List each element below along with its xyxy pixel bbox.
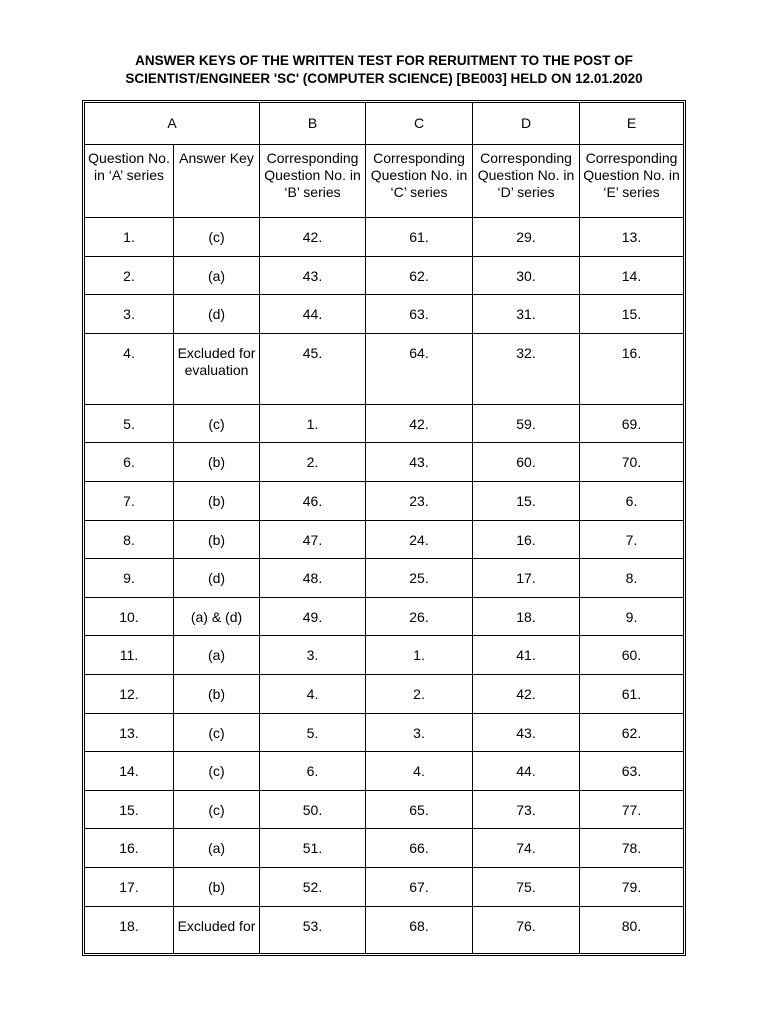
answer-key-cell: (b) (174, 675, 260, 714)
question-no-a-cell: 12. (85, 675, 174, 714)
question-no-c-cell: 67. (366, 868, 473, 907)
table-row (85, 636, 683, 675)
question-no-c-cell: 66. (366, 829, 473, 868)
question-no-e-cell: 63. (580, 752, 683, 791)
question-no-a-cell: 4. (85, 334, 174, 405)
table-row (85, 257, 683, 296)
question-no-d-cell: 43. (473, 714, 580, 753)
table-row (85, 218, 683, 257)
question-no-c-cell: 64. (366, 334, 473, 405)
question-no-b-cell: 1. (260, 405, 366, 444)
question-no-c-cell: 23. (366, 482, 473, 521)
column-header-answer-key: Answer Key (174, 145, 260, 218)
question-no-e-cell: 69. (580, 405, 683, 444)
series-header-b: B (260, 103, 366, 145)
question-no-c-cell: 68. (366, 907, 473, 953)
question-no-e-cell: 79. (580, 868, 683, 907)
question-no-e-cell: 60. (580, 636, 683, 675)
column-header-question-c: Corresponding Question No. in ‘C’ series (366, 145, 473, 218)
question-no-b-cell: 5. (260, 714, 366, 753)
table-row (85, 334, 683, 405)
question-no-b-cell: 6. (260, 752, 366, 791)
answer-key-cell: (c) (174, 218, 260, 257)
answer-key-cell: (a) (174, 829, 260, 868)
question-no-c-cell: 24. (366, 521, 473, 560)
question-no-c-cell: 4. (366, 752, 473, 791)
table-row (85, 752, 683, 791)
series-header-e: E (580, 103, 683, 145)
title-line-1: ANSWER KEYS OF THE WRITTEN TEST FOR RERUITMENT TO THE POST OF (135, 53, 633, 68)
question-no-a-cell: 15. (85, 791, 174, 830)
table-row (85, 791, 683, 830)
question-no-d-cell: 31. (473, 295, 580, 334)
question-no-d-cell: 41. (473, 636, 580, 675)
question-no-e-cell: 62. (580, 714, 683, 753)
answer-key-cell: (a) & (d) (174, 598, 260, 637)
question-no-a-cell: 14. (85, 752, 174, 791)
question-no-d-cell: 18. (473, 598, 580, 637)
question-no-c-cell: 61. (366, 218, 473, 257)
question-no-b-cell: 2. (260, 443, 366, 482)
question-no-a-cell: 7. (85, 482, 174, 521)
question-no-e-cell: 61. (580, 675, 683, 714)
question-no-b-cell: 43. (260, 257, 366, 296)
table-row (85, 829, 683, 868)
question-no-e-cell: 70. (580, 443, 683, 482)
question-no-b-cell: 50. (260, 791, 366, 830)
question-no-a-cell: 3. (85, 295, 174, 334)
answer-key-table (82, 100, 686, 956)
table-row (85, 714, 683, 753)
question-no-c-cell: 3. (366, 714, 473, 753)
title-line-2: SCIENTIST/ENGINEER 'SC' (COMPUTER SCIENCE) [BE003] HELD ON 12.01.2020 (125, 71, 643, 86)
question-no-d-cell: 75. (473, 868, 580, 907)
answer-key-cell: (c) (174, 714, 260, 753)
question-no-b-cell: 53. (260, 907, 366, 953)
question-no-e-cell: 8. (580, 559, 683, 598)
answer-key-cell: (b) (174, 868, 260, 907)
answer-key-cell: (a) (174, 257, 260, 296)
table-row (85, 675, 683, 714)
question-no-e-cell: 16. (580, 334, 683, 405)
answer-key-cell: (b) (174, 482, 260, 521)
answer-key-cell: (a) (174, 636, 260, 675)
question-no-a-cell: 5. (85, 405, 174, 444)
question-no-e-cell: 15. (580, 295, 683, 334)
table-row (85, 868, 683, 907)
question-no-d-cell: 32. (473, 334, 580, 405)
question-no-b-cell: 49. (260, 598, 366, 637)
question-no-e-cell: 9. (580, 598, 683, 637)
question-no-d-cell: 59. (473, 405, 580, 444)
question-no-d-cell: 76. (473, 907, 580, 953)
question-no-a-cell: 17. (85, 868, 174, 907)
question-no-e-cell: 77. (580, 791, 683, 830)
question-no-d-cell: 29. (473, 218, 580, 257)
table-row (85, 405, 683, 444)
column-header-row (85, 145, 683, 218)
question-no-d-cell: 15. (473, 482, 580, 521)
table-row (85, 521, 683, 560)
question-no-b-cell: 46. (260, 482, 366, 521)
answer-key-cell: (b) (174, 443, 260, 482)
table-row (85, 443, 683, 482)
answer-key-cell: (d) (174, 295, 260, 334)
question-no-a-cell: 1. (85, 218, 174, 257)
question-no-d-cell: 60. (473, 443, 580, 482)
column-header-question-d: Corresponding Question No. in ‘D’ series (473, 145, 580, 218)
question-no-c-cell: 1. (366, 636, 473, 675)
question-no-c-cell: 62. (366, 257, 473, 296)
series-header-a: A (85, 103, 260, 145)
question-no-b-cell: 52. (260, 868, 366, 907)
question-no-d-cell: 16. (473, 521, 580, 560)
question-no-d-cell: 30. (473, 257, 580, 296)
question-no-c-cell: 43. (366, 443, 473, 482)
answer-key-cell: Excluded for (174, 907, 260, 953)
question-no-b-cell: 44. (260, 295, 366, 334)
question-no-a-cell: 11. (85, 636, 174, 675)
question-no-b-cell: 47. (260, 521, 366, 560)
question-no-a-cell: 18. (85, 907, 174, 953)
question-no-e-cell: 6. (580, 482, 683, 521)
question-no-e-cell: 7. (580, 521, 683, 560)
table-row (85, 295, 683, 334)
question-no-b-cell: 48. (260, 559, 366, 598)
question-no-a-cell: 16. (85, 829, 174, 868)
table-row (85, 482, 683, 521)
question-no-b-cell: 51. (260, 829, 366, 868)
question-no-a-cell: 10. (85, 598, 174, 637)
answer-key-cell: (c) (174, 405, 260, 444)
question-no-c-cell: 2. (366, 675, 473, 714)
question-no-e-cell: 14. (580, 257, 683, 296)
question-no-d-cell: 42. (473, 675, 580, 714)
question-no-b-cell: 4. (260, 675, 366, 714)
answer-key-cell: (c) (174, 791, 260, 830)
question-no-b-cell: 45. (260, 334, 366, 405)
column-header-question-a: Question No. in ‘A’ series (85, 145, 174, 218)
answer-key-cell: (d) (174, 559, 260, 598)
question-no-d-cell: 44. (473, 752, 580, 791)
question-no-e-cell: 13. (580, 218, 683, 257)
question-no-a-cell: 13. (85, 714, 174, 753)
question-no-b-cell: 42. (260, 218, 366, 257)
table-row (85, 559, 683, 598)
series-header-c: C (366, 103, 473, 145)
series-header-row (85, 103, 683, 145)
table-row (85, 907, 683, 953)
question-no-a-cell: 8. (85, 521, 174, 560)
question-no-e-cell: 78. (580, 829, 683, 868)
question-no-c-cell: 42. (366, 405, 473, 444)
question-no-a-cell: 9. (85, 559, 174, 598)
answer-key-cell: (b) (174, 521, 260, 560)
question-no-c-cell: 25. (366, 559, 473, 598)
question-no-c-cell: 63. (366, 295, 473, 334)
question-no-c-cell: 65. (366, 791, 473, 830)
question-no-a-cell: 2. (85, 257, 174, 296)
question-no-a-cell: 6. (85, 443, 174, 482)
table-row (85, 598, 683, 637)
question-no-e-cell: 80. (621, 917, 642, 934)
question-no-d-cell: 74. (473, 829, 580, 868)
question-no-d-cell: 17. (473, 559, 580, 598)
question-no-d-cell: 73. (473, 791, 580, 830)
question-no-b-cell: 3. (260, 636, 366, 675)
series-header-d: D (473, 103, 580, 145)
answer-key-cell: Excluded for evaluation (174, 334, 260, 405)
document-title (80, 52, 688, 88)
column-header-question-e: Corresponding Question No. in ‘E’ series (580, 145, 683, 218)
answer-key-cell: (c) (174, 752, 260, 791)
column-header-question-b: Corresponding Question No. in ‘B’ series (260, 145, 366, 218)
question-no-c-cell: 26. (366, 598, 473, 637)
